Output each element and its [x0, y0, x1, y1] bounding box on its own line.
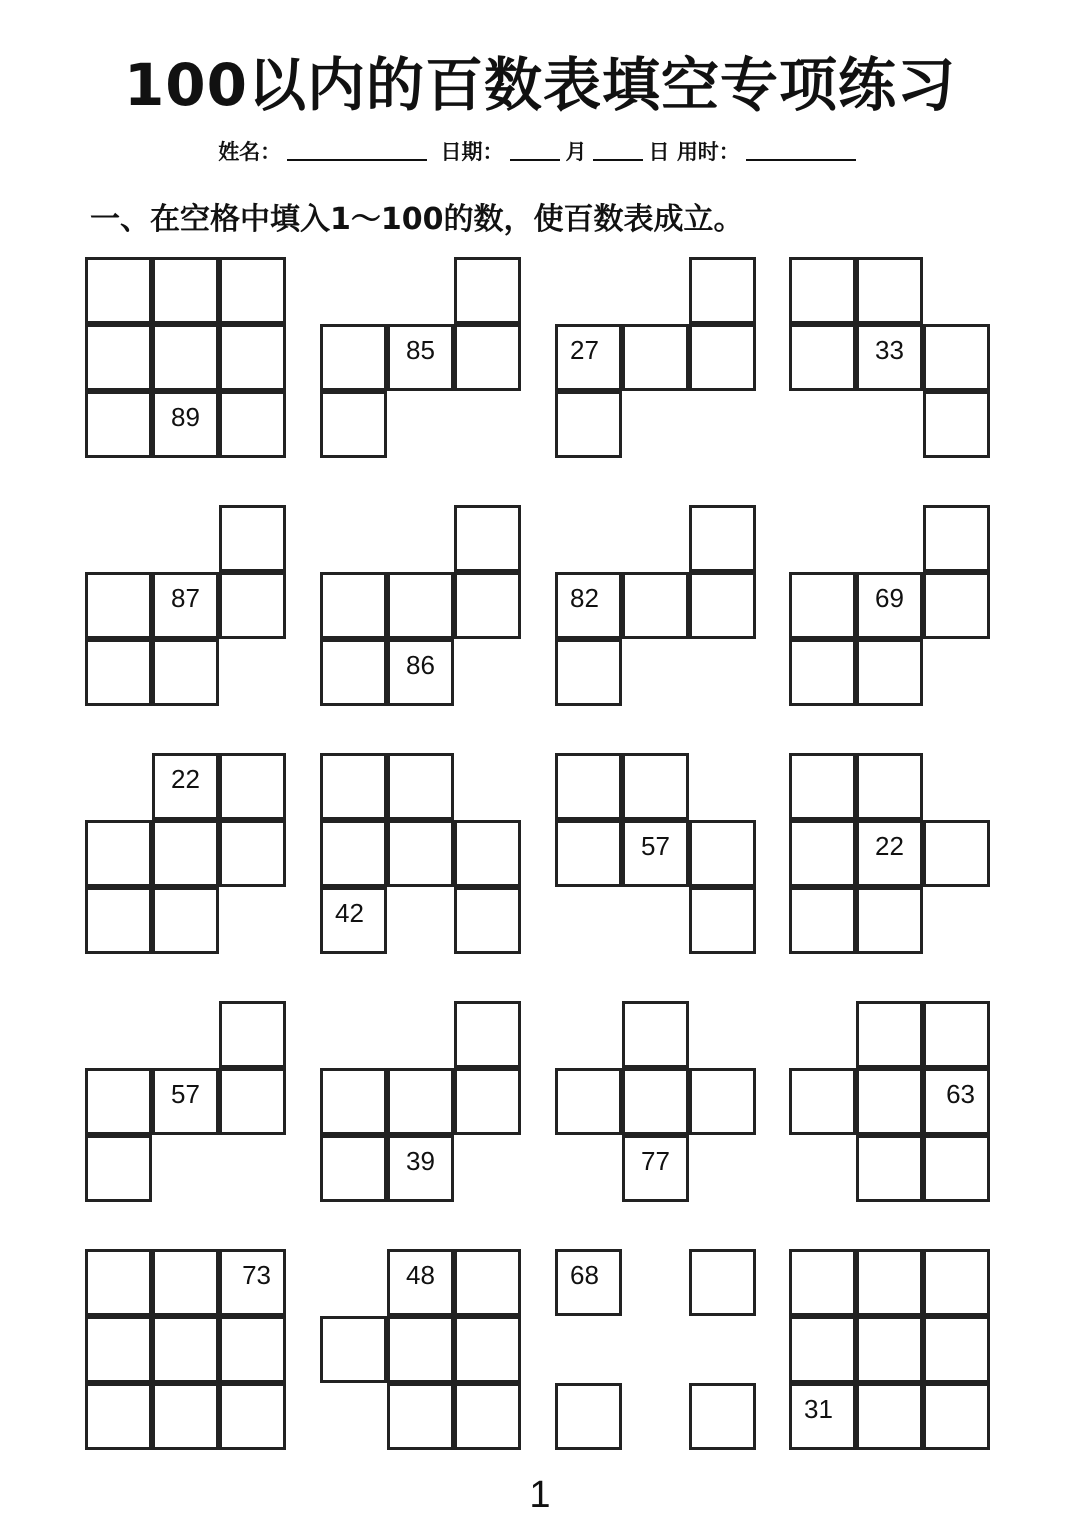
grid-cell[interactable] [555, 639, 622, 706]
grid-cell[interactable] [555, 1068, 622, 1135]
grid-cell[interactable] [454, 820, 521, 887]
grid-cell[interactable] [219, 572, 286, 639]
grid-cell[interactable] [856, 1316, 923, 1383]
grid-cell[interactable] [387, 1383, 454, 1450]
grid-cell[interactable] [856, 257, 923, 324]
grid-cell[interactable] [555, 391, 622, 458]
month-field[interactable] [510, 141, 560, 161]
grid-cell [555, 324, 622, 391]
grid-cell[interactable] [387, 1068, 454, 1135]
date-label: 日期： [440, 140, 504, 164]
given-number: 89 [171, 402, 200, 432]
grid-cell[interactable] [856, 1249, 923, 1316]
grid-cell[interactable] [622, 572, 689, 639]
grid-cell[interactable] [689, 1383, 756, 1450]
grid-cell[interactable] [789, 1249, 856, 1316]
grid-cell[interactable] [689, 505, 756, 572]
grid-cell[interactable] [555, 1383, 622, 1450]
grid-cell[interactable] [152, 1316, 219, 1383]
name-label: 姓名： [218, 140, 282, 164]
grid-cell[interactable] [219, 753, 286, 820]
grid-cell[interactable] [454, 1249, 521, 1316]
grid-cell[interactable] [85, 820, 152, 887]
grid-cell[interactable] [923, 572, 990, 639]
grid-cell [152, 391, 219, 458]
grid-cell[interactable] [622, 1068, 689, 1135]
grid-cell [387, 639, 454, 706]
grid-cell[interactable] [856, 1383, 923, 1450]
grid-cell[interactable] [85, 324, 152, 391]
given-number: 85 [406, 335, 435, 365]
grid-cell[interactable] [454, 572, 521, 639]
grid-cell[interactable] [454, 1316, 521, 1383]
grid-cell[interactable] [622, 753, 689, 820]
given-number: 39 [406, 1146, 435, 1176]
given-number: 33 [875, 335, 904, 365]
grid-cell[interactable] [219, 324, 286, 391]
grid-cell[interactable] [856, 887, 923, 954]
grid-cell[interactable] [320, 820, 387, 887]
given-number: 27 [570, 335, 599, 365]
grid-cell[interactable] [856, 1068, 923, 1135]
grid-cell[interactable] [387, 753, 454, 820]
grid-cell[interactable] [219, 1068, 286, 1135]
grid-cell[interactable] [923, 324, 990, 391]
grid-cell[interactable] [152, 639, 219, 706]
grid-cell [856, 572, 923, 639]
grid-cell[interactable] [320, 1316, 387, 1383]
grid-cell[interactable] [789, 820, 856, 887]
grid-cell[interactable] [923, 505, 990, 572]
instruction: 一、在空格中填入1～100的数，使百数表成立。 [90, 202, 744, 237]
grid-cell [152, 572, 219, 639]
given-number: 82 [570, 583, 599, 613]
grid-cell[interactable] [555, 820, 622, 887]
day-label: 日 [648, 140, 670, 164]
given-number: 73 [242, 1260, 271, 1290]
given-number: 57 [641, 831, 670, 861]
grid-cell[interactable] [219, 391, 286, 458]
grid-cell[interactable] [689, 1068, 756, 1135]
grid-cell[interactable] [85, 1068, 152, 1135]
grid-cell[interactable] [789, 324, 856, 391]
grid-cell[interactable] [454, 1383, 521, 1450]
grid-cell[interactable] [219, 1383, 286, 1450]
given-number: 22 [875, 831, 904, 861]
day-field[interactable] [593, 141, 643, 161]
grid-cell[interactable] [85, 639, 152, 706]
grid-cell[interactable] [152, 1383, 219, 1450]
grid-cell[interactable] [85, 257, 152, 324]
grid-cell [789, 1383, 856, 1450]
grid-cell [555, 1249, 622, 1316]
grid-cell [856, 820, 923, 887]
grid-cell[interactable] [320, 753, 387, 820]
grid-cell[interactable] [387, 1316, 454, 1383]
grid-cell[interactable] [789, 1316, 856, 1383]
grid-cell[interactable] [923, 1383, 990, 1450]
grid-cell[interactable] [219, 1001, 286, 1068]
student-info-line [0, 136, 1080, 166]
grid-cell[interactable] [454, 887, 521, 954]
name-field[interactable] [287, 141, 427, 161]
grid-cell[interactable] [152, 1249, 219, 1316]
grid-cell [856, 324, 923, 391]
given-number: 86 [406, 650, 435, 680]
grid-cell[interactable] [689, 572, 756, 639]
page-title: 100以内的百数表填空专项练习 [123, 51, 957, 119]
grid-cell [387, 1135, 454, 1202]
grid-cell[interactable] [320, 572, 387, 639]
grid-cell[interactable] [789, 639, 856, 706]
grid-cell [387, 1249, 454, 1316]
grid-cell [219, 1249, 286, 1316]
grid-cell[interactable] [454, 257, 521, 324]
grid-cell[interactable] [689, 887, 756, 954]
grid-cell[interactable] [219, 1316, 286, 1383]
given-number: 48 [406, 1260, 435, 1290]
page-number: 1 [529, 1474, 551, 1516]
grid-cell[interactable] [923, 391, 990, 458]
grid-cell [923, 1068, 990, 1135]
grid-cell[interactable] [320, 1068, 387, 1135]
grid-cell[interactable] [622, 324, 689, 391]
given-number: 77 [641, 1146, 670, 1176]
given-number: 22 [171, 764, 200, 794]
grid-cell[interactable] [387, 572, 454, 639]
grid-cell[interactable] [454, 1068, 521, 1135]
grid-cell[interactable] [789, 257, 856, 324]
grid-cell[interactable] [923, 1135, 990, 1202]
grid-cell[interactable] [320, 324, 387, 391]
grid-cell[interactable] [923, 820, 990, 887]
given-number: 57 [171, 1079, 200, 1109]
month-label: 月 [565, 140, 587, 164]
time-label: 用时： [676, 140, 740, 164]
grid-cell[interactable] [454, 1001, 521, 1068]
grid-cell[interactable] [387, 820, 454, 887]
grid-cell [387, 324, 454, 391]
grid-cell[interactable] [454, 324, 521, 391]
grid-cell[interactable] [152, 820, 219, 887]
grid-cell[interactable] [85, 1135, 152, 1202]
grid-cell[interactable] [856, 1001, 923, 1068]
grid-cell[interactable] [152, 324, 219, 391]
grid-cell [622, 1135, 689, 1202]
grid-cell[interactable] [152, 887, 219, 954]
grid-cell[interactable] [689, 1249, 756, 1316]
grid-cell[interactable] [219, 257, 286, 324]
grid-cell[interactable] [555, 753, 622, 820]
grid-cell[interactable] [85, 391, 152, 458]
grid-cell[interactable] [454, 505, 521, 572]
grid-cell[interactable] [923, 1001, 990, 1068]
grid-cell[interactable] [219, 820, 286, 887]
grid-cell[interactable] [320, 1135, 387, 1202]
grid-cell[interactable] [85, 1383, 152, 1450]
grid-cell[interactable] [923, 1316, 990, 1383]
grid-cell [555, 572, 622, 639]
grid-cell[interactable] [689, 324, 756, 391]
grid-cell[interactable] [689, 257, 756, 324]
grid-cell[interactable] [152, 257, 219, 324]
grid-cell[interactable] [856, 1135, 923, 1202]
given-number: 87 [171, 583, 200, 613]
grid-cell [152, 1068, 219, 1135]
grid-cell[interactable] [689, 820, 756, 887]
grid-cell[interactable] [85, 572, 152, 639]
grid-cell[interactable] [85, 1249, 152, 1316]
grid-cell[interactable] [219, 505, 286, 572]
given-number: 63 [946, 1079, 975, 1109]
grid-cell [320, 887, 387, 954]
grid-cell[interactable] [923, 1249, 990, 1316]
grid-cell[interactable] [789, 887, 856, 954]
grid-cell[interactable] [320, 391, 387, 458]
given-number: 69 [875, 583, 904, 613]
grid-cell[interactable] [789, 572, 856, 639]
grid-cell[interactable] [856, 639, 923, 706]
grid-cell[interactable] [622, 1001, 689, 1068]
given-number: 31 [804, 1394, 833, 1424]
grid-cell [152, 753, 219, 820]
grid-cell[interactable] [856, 753, 923, 820]
grid-cell[interactable] [320, 639, 387, 706]
grid-cell[interactable] [85, 887, 152, 954]
given-number: 42 [335, 898, 364, 928]
grid-cell[interactable] [789, 753, 856, 820]
grid-cell [622, 820, 689, 887]
grid-cell[interactable] [789, 1068, 856, 1135]
grid-cell[interactable] [85, 1316, 152, 1383]
time-field[interactable] [746, 141, 856, 161]
given-number: 68 [570, 1260, 599, 1290]
